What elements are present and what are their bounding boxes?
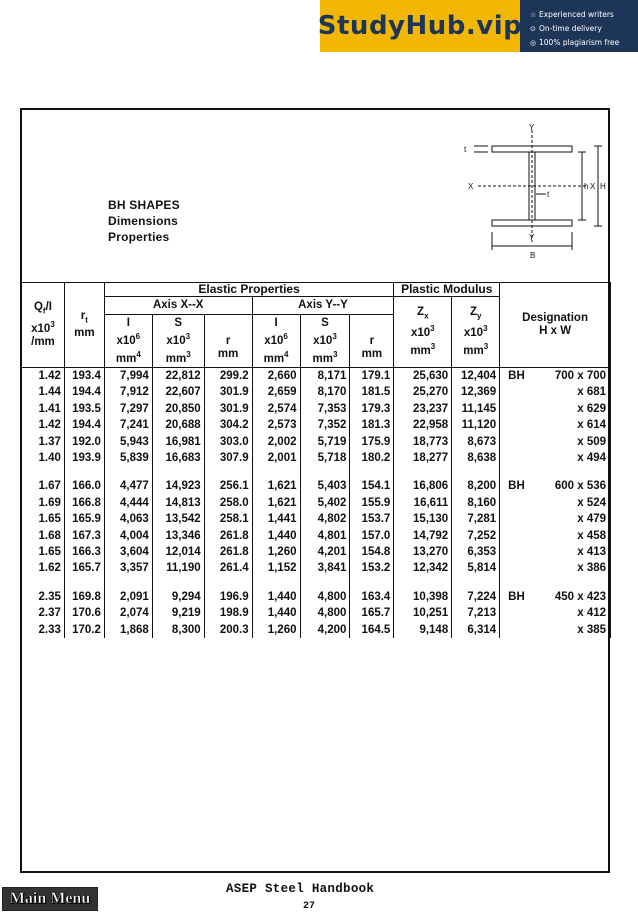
designation-w: 614 (586, 419, 606, 432)
table-cell: 5,403 (300, 478, 350, 494)
spacer-cell (394, 577, 452, 589)
designation-h: x (577, 546, 584, 559)
table-cell: 167.3 (64, 528, 104, 544)
feature-list (530, 8, 638, 50)
col-qf-header: $Q_f/I$ $x10^3$ /mm (22, 283, 65, 368)
table-row (22, 622, 611, 638)
axis-y-top-label: Y (529, 124, 535, 132)
table-cell: 8,300 (152, 622, 204, 638)
designation-w: 629 (586, 402, 606, 415)
designation-w: 413 (586, 546, 606, 559)
table-cell: 1.41 (22, 401, 65, 417)
designation-w: 681 (586, 386, 606, 399)
spacer-cell (152, 577, 204, 589)
table-cell: 8,673 (452, 434, 500, 450)
row-spacer (22, 466, 611, 478)
table-row (22, 368, 611, 385)
table-cell: 12,342 (394, 560, 452, 576)
col-rt-header: $r_t$ mm (64, 283, 104, 368)
table-cell: 5,839 (104, 450, 152, 466)
designation-h: x (577, 623, 584, 636)
table-cell: 170.2 (64, 622, 104, 638)
designation-cell (500, 384, 611, 400)
table-cell: 12,014 (152, 544, 204, 560)
spacer-cell (252, 577, 300, 589)
designation-w: 412 (586, 607, 606, 620)
designation-cell (500, 622, 611, 638)
table-cell: 23,237 (394, 401, 452, 417)
col-zy-header: $Z_y$ $x10^3$ $mm^3$ (452, 297, 500, 368)
table-cell: 5,943 (104, 434, 152, 450)
table-cell: 179.1 (350, 368, 394, 385)
axis-yy-header: Axis Y--Y (252, 297, 394, 315)
designation-w: 386 (586, 562, 606, 575)
star-icon: ☆ (530, 11, 537, 19)
designation-cell (500, 478, 611, 494)
table-cell: 1.65 (22, 544, 65, 560)
table-cell: 6,353 (452, 544, 500, 560)
axis-x-right-label: X (590, 182, 596, 191)
table-cell: 153.7 (350, 511, 394, 527)
table-cell: 198.9 (204, 605, 252, 621)
designation-cell (500, 511, 611, 527)
table-cell: 261.4 (204, 560, 252, 576)
plastic-modulus-header: Plastic Modulus (394, 283, 500, 297)
table-cell: 301.9 (204, 384, 252, 400)
table-cell: 192.0 (64, 434, 104, 450)
designation-h: x (577, 452, 584, 465)
promo-banner[interactable] (317, 0, 638, 52)
col-ix-header: I $x10^6$ $mm^4$ (104, 315, 152, 368)
table-row (22, 384, 611, 400)
col-sx-header: S $x10^3$ $mm^3$ (152, 315, 204, 368)
col-sy-header: S $x10^3$ $mm^3$ (300, 315, 350, 368)
table-cell: 1.42 (22, 417, 65, 433)
table-cell: 166.8 (64, 495, 104, 511)
spacer-cell (104, 466, 152, 478)
table-cell: 4,004 (104, 528, 152, 544)
spacer-cell (152, 466, 204, 478)
table-row (22, 605, 611, 621)
axis-xx-header: Axis X--X (104, 297, 252, 315)
table-cell: 16,981 (152, 434, 204, 450)
table-cell: 193.4 (64, 368, 104, 385)
table-cell: 169.8 (64, 589, 104, 605)
table-cell: 4,200 (300, 622, 350, 638)
table-cell: 8,171 (300, 368, 350, 385)
table-cell: 1.44 (22, 384, 65, 400)
table-cell: 1,152 (252, 560, 300, 576)
table-cell: 170.6 (64, 605, 104, 621)
col-iy-header: I $x10^6$ $mm^4$ (252, 315, 300, 368)
table-cell: 7,353 (300, 401, 350, 417)
spacer-cell (300, 466, 350, 478)
designation-w: 524 (586, 496, 606, 509)
designation-cell (500, 544, 611, 560)
table-cell: 154.8 (350, 544, 394, 560)
table-cell: 22,607 (152, 384, 204, 400)
document-frame (20, 108, 610, 873)
designation-h: 700 x (554, 370, 584, 382)
designation-w: 536 (586, 480, 606, 493)
spacer-cell (64, 466, 104, 478)
table-cell: 7,241 (104, 417, 152, 433)
table-cell: 196.9 (204, 589, 252, 605)
table-body (22, 368, 611, 639)
designation-h: 600 x (554, 480, 584, 493)
spacer-cell (350, 577, 394, 589)
feature-item: ☆ Experienced writers (530, 8, 638, 22)
table-cell: 1,260 (252, 622, 300, 638)
table-cell: 181.3 (350, 417, 394, 433)
table-cell: 7,281 (452, 511, 500, 527)
col-rx-header: r mm (204, 315, 252, 368)
table-cell: 165.7 (64, 560, 104, 576)
ibeam-cross-section-diagram (460, 124, 610, 274)
table-cell: 166.3 (64, 544, 104, 560)
table-cell: 303.0 (204, 434, 252, 450)
axis-x-left-label: X (468, 182, 474, 191)
table-cell: 4,063 (104, 511, 152, 527)
table-cell: 2.37 (22, 605, 65, 621)
table-cell: 18,773 (394, 434, 452, 450)
spacer-cell (500, 466, 611, 478)
designation-prefix: BH (508, 590, 525, 603)
table-cell: 175.9 (350, 434, 394, 450)
table-cell: 1,260 (252, 544, 300, 560)
table-cell: 2,091 (104, 589, 152, 605)
table-cell: 194.4 (64, 384, 104, 400)
table-cell: 12,369 (452, 384, 500, 400)
designation-cell (500, 450, 611, 466)
table-cell: 15,130 (394, 511, 452, 527)
designation-h: x (577, 496, 584, 509)
table-cell: 1.40 (22, 450, 65, 466)
table-cell: 1.62 (22, 560, 65, 576)
table-cell: 301.9 (204, 401, 252, 417)
table-cell: 14,923 (152, 478, 204, 494)
row-spacer (22, 577, 611, 589)
table-cell: 2,660 (252, 368, 300, 385)
table-row (22, 589, 611, 605)
table-cell: 16,806 (394, 478, 452, 494)
table-cell: 22,958 (394, 417, 452, 433)
table-cell: 20,688 (152, 417, 204, 433)
table-cell: 2,659 (252, 384, 300, 400)
designation-cell (500, 589, 611, 605)
table-cell: 299.2 (204, 368, 252, 385)
footer-title: ASEP Steel Handbook (226, 882, 375, 896)
table-cell: 2.35 (22, 589, 65, 605)
table-cell: 8,170 (300, 384, 350, 400)
table-cell: 8,160 (452, 495, 500, 511)
table-cell: 1,621 (252, 495, 300, 511)
table-cell: 18,277 (394, 450, 452, 466)
feature-item: ⊙ On-time delivery (530, 22, 638, 36)
designation-h: x (577, 386, 584, 399)
table-cell: 13,346 (152, 528, 204, 544)
H-label: H (600, 182, 606, 191)
table-row (22, 560, 611, 576)
clock-icon: ⊙ (530, 25, 536, 33)
designation-w: 509 (586, 435, 606, 448)
spacer-cell (452, 577, 500, 589)
designation-h: x (577, 607, 584, 620)
designation-cell (500, 560, 611, 576)
table-cell: 304.2 (204, 417, 252, 433)
table-row (22, 495, 611, 511)
table-cell: 7,224 (452, 589, 500, 605)
table-cell: 154.1 (350, 478, 394, 494)
table-cell: 25,630 (394, 368, 452, 385)
designation-cell (500, 605, 611, 621)
table-cell: 181.5 (350, 384, 394, 400)
table-cell: 11,120 (452, 417, 500, 433)
table-cell: 12,404 (452, 368, 500, 385)
table-cell: 4,477 (104, 478, 152, 494)
shield-icon: ◎ (530, 39, 537, 47)
table-row (22, 450, 611, 466)
spacer-cell (350, 466, 394, 478)
table-cell: 7,297 (104, 401, 152, 417)
table-row (22, 511, 611, 527)
designation-cell (500, 434, 611, 450)
table-cell: 14,813 (152, 495, 204, 511)
designation-h: x (577, 402, 584, 415)
table-cell: 9,294 (152, 589, 204, 605)
table-cell: 9,148 (394, 622, 452, 638)
spacer-cell (204, 577, 252, 589)
designation-w: 423 (586, 590, 606, 603)
designation-h: x (577, 435, 584, 448)
table-cell: 25,270 (394, 384, 452, 400)
table-cell: 157.0 (350, 528, 394, 544)
table-cell: 4,800 (300, 605, 350, 621)
table-cell: 155.9 (350, 495, 394, 511)
table-cell: 22,812 (152, 368, 204, 385)
h-label: h (584, 182, 589, 191)
table-cell: 20,850 (152, 401, 204, 417)
table-cell: 5,719 (300, 434, 350, 450)
spacer-cell (300, 577, 350, 589)
table-cell: 7,213 (452, 605, 500, 621)
designation-h: x (577, 529, 584, 542)
table-cell: 1.37 (22, 434, 65, 450)
table-cell: 7,252 (452, 528, 500, 544)
table-cell: 193.9 (64, 450, 104, 466)
table-cell: 258.0 (204, 495, 252, 511)
table-cell: 8,200 (452, 478, 500, 494)
table-cell: 3,604 (104, 544, 152, 560)
designation-h: x (577, 513, 584, 526)
spacer-cell (452, 466, 500, 478)
axis-y-bottom-label: Y (529, 233, 535, 242)
table-cell: 165.9 (64, 511, 104, 527)
table-cell: 16,611 (394, 495, 452, 511)
table-cell: 1.68 (22, 528, 65, 544)
table-cell: 1,621 (252, 478, 300, 494)
main-menu-button[interactable]: Main Menu (2, 887, 98, 911)
table-cell: 5,718 (300, 450, 350, 466)
designation-cell (500, 528, 611, 544)
designation-h: x (577, 419, 584, 432)
table-cell: 13,270 (394, 544, 452, 560)
tw-label: t (547, 190, 550, 199)
table-row (22, 434, 611, 450)
spacer-cell (204, 466, 252, 478)
table-cell: 3,357 (104, 560, 152, 576)
designation-w: 479 (586, 513, 606, 526)
table-cell: 1,868 (104, 622, 152, 638)
brand-logo[interactable]: StudyHub.vip (320, 0, 520, 52)
table-row (22, 478, 611, 494)
table-cell: 200.3 (204, 622, 252, 638)
designation-prefix: BH (508, 370, 525, 382)
table-cell: 5,402 (300, 495, 350, 511)
table-cell: 4,201 (300, 544, 350, 560)
table-cell: 2,573 (252, 417, 300, 433)
spacer-cell (64, 577, 104, 589)
table-cell: 163.4 (350, 589, 394, 605)
table-cell: 1.65 (22, 511, 65, 527)
table-cell: 256.1 (204, 478, 252, 494)
designation-w: 494 (586, 452, 606, 465)
table-cell: 180.2 (350, 450, 394, 466)
table-cell: 258.1 (204, 511, 252, 527)
table-cell: 1.69 (22, 495, 65, 511)
B-label: B (530, 251, 536, 260)
table-cell: 4,802 (300, 511, 350, 527)
table-cell: 261.8 (204, 528, 252, 544)
table-cell: 3,841 (300, 560, 350, 576)
table-cell: 2,074 (104, 605, 152, 621)
table-row (22, 528, 611, 544)
table-cell: 13,542 (152, 511, 204, 527)
table-cell: 4,800 (300, 589, 350, 605)
table-cell: 179.3 (350, 401, 394, 417)
table-cell: 1.67 (22, 478, 65, 494)
table-cell: 2,574 (252, 401, 300, 417)
page-number: 27 (303, 901, 316, 912)
designation-cell (500, 368, 611, 385)
table-cell: 7,352 (300, 417, 350, 433)
spacer-cell (22, 577, 65, 589)
table-row (22, 417, 611, 433)
designation-w: 700 (586, 370, 606, 382)
table-cell: 5,814 (452, 560, 500, 576)
table-cell: 4,801 (300, 528, 350, 544)
spacer-cell (394, 466, 452, 478)
spacer-cell (252, 466, 300, 478)
table-cell: 1,441 (252, 511, 300, 527)
table-cell: 14,792 (394, 528, 452, 544)
table-cell: 2,001 (252, 450, 300, 466)
table-cell: 1,440 (252, 605, 300, 621)
spacer-cell (500, 577, 611, 589)
table-cell: 1,440 (252, 528, 300, 544)
designation-w: 385 (586, 623, 606, 636)
elastic-properties-header: Elastic Properties (104, 283, 393, 297)
designation-w: 458 (586, 529, 606, 542)
tf-label: t (464, 145, 467, 154)
table-cell: 8,638 (452, 450, 500, 466)
spacer-cell (104, 577, 152, 589)
table-cell: 11,145 (452, 401, 500, 417)
col-zx-header: $Z_x$ $x10^3$ $mm^3$ (394, 297, 452, 368)
designation-cell (500, 417, 611, 433)
designation-cell (500, 401, 611, 417)
properties-table (21, 282, 611, 638)
section-title: BH SHAPES Dimensions Properties (108, 198, 180, 244)
table-cell: 7,994 (104, 368, 152, 385)
table-cell: 2,002 (252, 434, 300, 450)
table-row (22, 544, 611, 560)
table-cell: 193.5 (64, 401, 104, 417)
col-ry-header: r mm (350, 315, 394, 368)
table-cell: 4,444 (104, 495, 152, 511)
table-cell: 16,683 (152, 450, 204, 466)
table-cell: 153.2 (350, 560, 394, 576)
designation-header: Designation H x W (500, 283, 611, 368)
table-cell: 194.4 (64, 417, 104, 433)
table-cell: 165.7 (350, 605, 394, 621)
designation-prefix: BH (508, 480, 525, 493)
table-cell: 164.5 (350, 622, 394, 638)
table-cell: 2.33 (22, 622, 65, 638)
spacer-cell (22, 466, 65, 478)
table-cell: 11,190 (152, 560, 204, 576)
table-cell: 10,251 (394, 605, 452, 621)
designation-cell (500, 495, 611, 511)
table-cell: 307.9 (204, 450, 252, 466)
table-cell: 6,314 (452, 622, 500, 638)
table-cell: 10,398 (394, 589, 452, 605)
table-cell: 7,912 (104, 384, 152, 400)
designation-h: 450 x (554, 590, 584, 603)
table-cell: 166.0 (64, 478, 104, 494)
table-cell: 9,219 (152, 605, 204, 621)
table-cell: 1.42 (22, 368, 65, 385)
table-row (22, 401, 611, 417)
designation-h: x (577, 562, 584, 575)
table-cell: 1,440 (252, 589, 300, 605)
table-cell: 261.8 (204, 544, 252, 560)
feature-item: ◎ 100% plagiarism free (530, 36, 638, 50)
